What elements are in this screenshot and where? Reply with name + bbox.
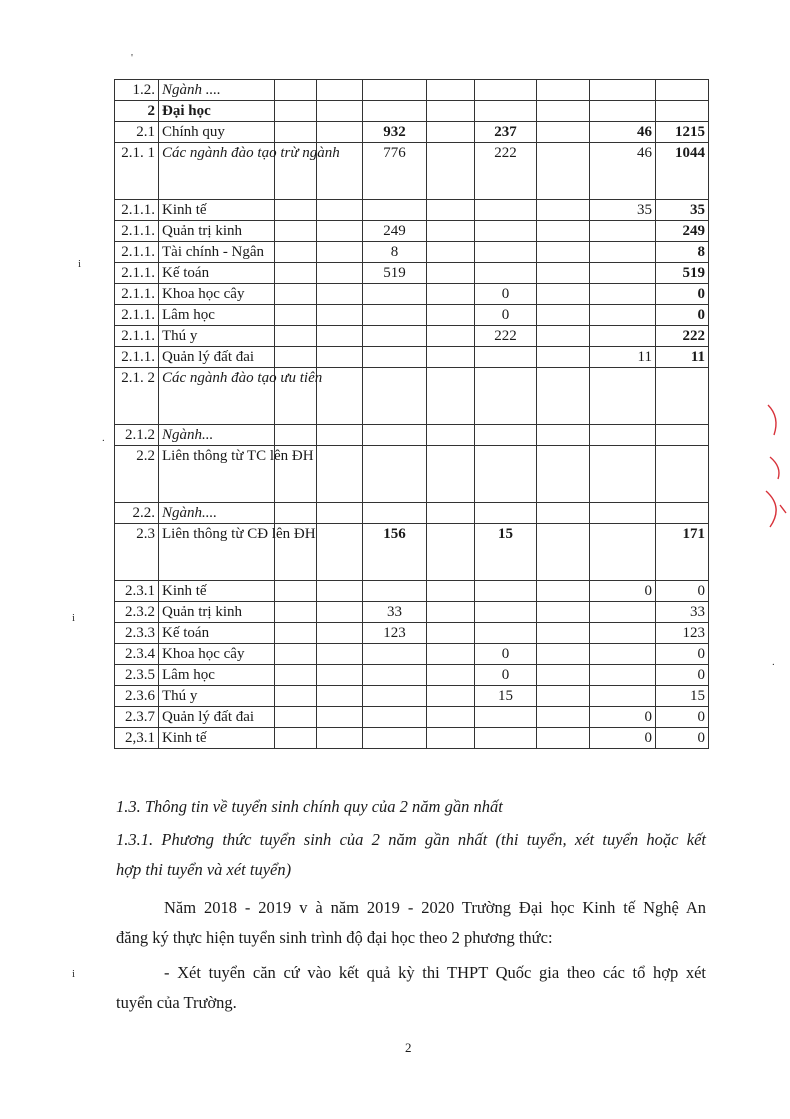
empty-cell	[427, 728, 475, 749]
empty-cell	[537, 221, 590, 242]
empty-cell	[275, 242, 317, 263]
empty-cell	[537, 326, 590, 347]
value-col-2	[475, 242, 537, 263]
row-total: 0	[656, 644, 709, 665]
row-label: Các ngành đào tạo ưu tiên	[159, 368, 275, 425]
value-col-3	[590, 368, 656, 425]
row-label: Quản trị kinh	[159, 221, 275, 242]
empty-cell	[537, 425, 590, 446]
value-col-3	[590, 644, 656, 665]
row-total: 519	[656, 263, 709, 284]
empty-cell	[537, 524, 590, 581]
value-col-3	[590, 524, 656, 581]
empty-cell	[427, 221, 475, 242]
empty-cell	[537, 368, 590, 425]
value-col-1	[363, 503, 427, 524]
row-code: 2.3.3	[115, 623, 159, 644]
paragraph-line-2: đăng ký thực hiện tuyển sinh trình độ đại học theo 2 phương thức:	[116, 928, 553, 947]
value-col-2	[475, 707, 537, 728]
value-col-1	[363, 425, 427, 446]
row-label: Ngành....	[159, 503, 275, 524]
value-col-3	[590, 263, 656, 284]
empty-cell	[275, 284, 317, 305]
value-col-1	[363, 368, 427, 425]
speck: i	[72, 968, 76, 980]
section-heading: 1.3. Thông tin về tuyển sinh chính quy của 2 năm gần nhất	[116, 797, 503, 816]
value-col-3: 35	[590, 200, 656, 221]
row-total: 11	[656, 347, 709, 368]
row-label: Khoa học cây	[159, 644, 275, 665]
table-row	[115, 326, 709, 347]
empty-cell	[537, 665, 590, 686]
table-row	[115, 347, 709, 368]
table-row	[115, 368, 709, 425]
value-col-3: 46	[590, 143, 656, 200]
row-total: 1215	[656, 122, 709, 143]
row-label: Kinh tế	[159, 581, 275, 602]
row-code: 2.1. 1	[115, 143, 159, 200]
empty-cell	[317, 581, 363, 602]
row-code: 2.1.1.	[115, 242, 159, 263]
row-code: 2.1.2	[115, 425, 159, 446]
table-row	[115, 425, 709, 446]
empty-cell	[427, 425, 475, 446]
value-col-1: 519	[363, 263, 427, 284]
value-col-1	[363, 326, 427, 347]
row-total	[656, 80, 709, 101]
empty-cell	[275, 221, 317, 242]
empty-cell	[427, 503, 475, 524]
row-code: 2.3.4	[115, 644, 159, 665]
row-total: 0	[656, 284, 709, 305]
value-col-3	[590, 602, 656, 623]
empty-cell	[275, 728, 317, 749]
speck: '	[131, 52, 133, 64]
row-label: Kế toán	[159, 263, 275, 284]
sub-heading-line-2: hợp thi tuyển và xét tuyển)	[116, 860, 292, 879]
empty-cell	[537, 602, 590, 623]
row-total: 249	[656, 221, 709, 242]
empty-cell	[317, 242, 363, 263]
empty-cell	[317, 686, 363, 707]
value-col-2: 0	[475, 665, 537, 686]
value-col-1: 932	[363, 122, 427, 143]
row-code: 2.1.1.	[115, 221, 159, 242]
empty-cell	[537, 143, 590, 200]
empty-cell	[275, 80, 317, 101]
empty-cell	[275, 425, 317, 446]
empty-cell	[427, 284, 475, 305]
row-code: 2.1.1.	[115, 200, 159, 221]
table-row	[115, 200, 709, 221]
row-label: Thú y	[159, 686, 275, 707]
empty-cell	[427, 707, 475, 728]
row-code: 2.3	[115, 524, 159, 581]
value-col-1: 249	[363, 221, 427, 242]
empty-cell	[317, 80, 363, 101]
value-col-2: 237	[475, 122, 537, 143]
table-row	[115, 644, 709, 665]
value-col-1: 8	[363, 242, 427, 263]
empty-cell	[537, 581, 590, 602]
row-label: Kế toán	[159, 623, 275, 644]
value-col-3: 0	[590, 581, 656, 602]
value-col-3	[590, 665, 656, 686]
row-code: 2	[115, 101, 159, 122]
value-col-1: 33	[363, 602, 427, 623]
value-col-1	[363, 200, 427, 221]
enrollment-table	[114, 79, 709, 749]
value-col-3	[590, 446, 656, 503]
row-label: Khoa học cây	[159, 284, 275, 305]
row-label: Ngành...	[159, 425, 275, 446]
value-col-1	[363, 707, 427, 728]
table-row	[115, 143, 709, 200]
empty-cell	[317, 665, 363, 686]
empty-cell	[275, 644, 317, 665]
value-col-1	[363, 446, 427, 503]
empty-cell	[317, 728, 363, 749]
empty-cell	[317, 446, 363, 503]
value-col-2: 0	[475, 305, 537, 326]
value-col-3	[590, 101, 656, 122]
value-col-1	[363, 101, 427, 122]
table-row	[115, 665, 709, 686]
value-col-3: 0	[590, 707, 656, 728]
red-stamp-fragment	[762, 395, 788, 535]
empty-cell	[537, 446, 590, 503]
empty-cell	[317, 707, 363, 728]
empty-cell	[317, 503, 363, 524]
empty-cell	[427, 686, 475, 707]
table-row	[115, 284, 709, 305]
row-label: Thú y	[159, 326, 275, 347]
row-label: Lâm học	[159, 665, 275, 686]
row-total: 222	[656, 326, 709, 347]
value-col-1	[363, 80, 427, 101]
empty-cell	[275, 503, 317, 524]
row-total: 1044	[656, 143, 709, 200]
empty-cell	[537, 101, 590, 122]
empty-cell	[317, 326, 363, 347]
row-code: 2.1.1.	[115, 305, 159, 326]
value-col-2	[475, 602, 537, 623]
speck: i	[78, 258, 82, 270]
row-label: Đại học	[159, 101, 275, 122]
empty-cell	[317, 221, 363, 242]
stamp-arc-mid	[770, 457, 779, 479]
value-col-2	[475, 263, 537, 284]
paragraph-line-1: Năm 2018 - 2019 v à năm 2019 - 2020 Trường Đại học Kinh tế Nghệ An	[164, 898, 706, 917]
value-col-1: 776	[363, 143, 427, 200]
empty-cell	[537, 623, 590, 644]
row-code: 2.2.	[115, 503, 159, 524]
empty-cell	[275, 623, 317, 644]
empty-cell	[317, 200, 363, 221]
value-col-3: 46	[590, 122, 656, 143]
empty-cell	[275, 581, 317, 602]
row-total: 123	[656, 623, 709, 644]
value-col-1: 156	[363, 524, 427, 581]
empty-cell	[537, 728, 590, 749]
value-col-1	[363, 728, 427, 749]
value-col-2	[475, 101, 537, 122]
table-row	[115, 728, 709, 749]
row-total: 171	[656, 524, 709, 581]
empty-cell	[427, 200, 475, 221]
empty-cell	[317, 284, 363, 305]
row-code: 2.1.1.	[115, 284, 159, 305]
row-label: Quản trị kinh	[159, 602, 275, 623]
empty-cell	[537, 305, 590, 326]
row-code: 2,3.1	[115, 728, 159, 749]
value-col-2: 0	[475, 644, 537, 665]
value-col-2	[475, 728, 537, 749]
empty-cell	[537, 503, 590, 524]
value-col-2: 15	[475, 686, 537, 707]
value-col-1	[363, 665, 427, 686]
empty-cell	[427, 665, 475, 686]
value-col-2	[475, 425, 537, 446]
row-total: 15	[656, 686, 709, 707]
empty-cell	[317, 644, 363, 665]
value-col-1	[363, 284, 427, 305]
row-code: 2.1.1.	[115, 326, 159, 347]
empty-cell	[275, 602, 317, 623]
value-col-1	[363, 581, 427, 602]
row-code: 1.2.	[115, 80, 159, 101]
empty-cell	[537, 644, 590, 665]
row-label: Liên thông từ CĐ lên ĐH	[159, 524, 275, 581]
value-col-3	[590, 503, 656, 524]
value-col-3	[590, 242, 656, 263]
page-number: 2	[405, 1040, 412, 1055]
row-total: 0	[656, 305, 709, 326]
row-label: Quản lý đất đai	[159, 707, 275, 728]
row-code: 2.1.1.	[115, 347, 159, 368]
empty-cell	[275, 122, 317, 143]
value-col-2	[475, 200, 537, 221]
value-col-1	[363, 347, 427, 368]
empty-cell	[275, 200, 317, 221]
table-row	[115, 503, 709, 524]
empty-cell	[275, 686, 317, 707]
value-col-3	[590, 425, 656, 446]
row-total	[656, 503, 709, 524]
row-code: 2.2	[115, 446, 159, 503]
empty-cell	[427, 122, 475, 143]
row-total: 0	[656, 581, 709, 602]
empty-cell	[427, 242, 475, 263]
empty-cell	[537, 263, 590, 284]
empty-cell	[317, 305, 363, 326]
empty-cell	[317, 263, 363, 284]
value-col-3	[590, 284, 656, 305]
empty-cell	[537, 80, 590, 101]
row-label: Lâm học	[159, 305, 275, 326]
value-col-2	[475, 80, 537, 101]
stamp-tick	[780, 505, 786, 513]
row-code: 2.3.7	[115, 707, 159, 728]
value-col-3	[590, 623, 656, 644]
table-row	[115, 242, 709, 263]
empty-cell	[427, 101, 475, 122]
empty-cell	[427, 143, 475, 200]
value-col-2: 15	[475, 524, 537, 581]
value-col-3	[590, 686, 656, 707]
empty-cell	[317, 425, 363, 446]
table-row	[115, 221, 709, 242]
row-label: Các ngành đào tạo trừ ngành	[159, 143, 275, 200]
value-col-1: 123	[363, 623, 427, 644]
value-col-3: 0	[590, 728, 656, 749]
table-row	[115, 263, 709, 284]
value-col-2	[475, 221, 537, 242]
row-code: 2.1	[115, 122, 159, 143]
empty-cell	[317, 101, 363, 122]
empty-cell	[537, 707, 590, 728]
value-col-2	[475, 446, 537, 503]
empty-cell	[427, 305, 475, 326]
empty-cell	[537, 200, 590, 221]
value-col-2	[475, 347, 537, 368]
value-col-1	[363, 644, 427, 665]
empty-cell	[275, 305, 317, 326]
table-row	[115, 602, 709, 623]
value-col-2	[475, 503, 537, 524]
empty-cell	[427, 263, 475, 284]
empty-cell	[427, 623, 475, 644]
empty-cell	[427, 326, 475, 347]
bullet-line-2: tuyển của Trường.	[116, 993, 237, 1012]
table-row	[115, 446, 709, 503]
empty-cell	[427, 347, 475, 368]
empty-cell	[537, 122, 590, 143]
empty-cell	[427, 80, 475, 101]
row-code: 2.3.1	[115, 581, 159, 602]
value-col-3	[590, 221, 656, 242]
row-code: 2.1.1.	[115, 263, 159, 284]
value-col-2: 222	[475, 143, 537, 200]
empty-cell	[537, 284, 590, 305]
value-col-3: 11	[590, 347, 656, 368]
row-label: Liên thông từ TC lên ĐH	[159, 446, 275, 503]
row-total	[656, 101, 709, 122]
empty-cell	[427, 446, 475, 503]
table-row	[115, 122, 709, 143]
row-total	[656, 446, 709, 503]
empty-cell	[427, 368, 475, 425]
empty-cell	[537, 686, 590, 707]
value-col-2: 0	[475, 284, 537, 305]
row-label: Kinh tế	[159, 200, 275, 221]
row-code: 2.1. 2	[115, 368, 159, 425]
empty-cell	[275, 263, 317, 284]
empty-cell	[427, 644, 475, 665]
value-col-3	[590, 326, 656, 347]
row-label: Tài chính - Ngân	[159, 242, 275, 263]
row-label: Quản lý đất đai	[159, 347, 275, 368]
sub-heading-line-1: 1.3.1. Phương thức tuyển sinh của 2 năm gần nhất (thi tuyển, xét tuyển hoặc kết	[116, 830, 706, 849]
row-total	[656, 368, 709, 425]
value-col-1	[363, 686, 427, 707]
empty-cell	[537, 347, 590, 368]
row-total: 0	[656, 728, 709, 749]
row-label: Chính quy	[159, 122, 275, 143]
empty-cell	[275, 707, 317, 728]
row-total: 35	[656, 200, 709, 221]
empty-cell	[317, 602, 363, 623]
empty-cell	[427, 524, 475, 581]
table-row	[115, 80, 709, 101]
value-col-2	[475, 368, 537, 425]
empty-cell	[275, 347, 317, 368]
value-col-3	[590, 80, 656, 101]
row-code: 2.3.5	[115, 665, 159, 686]
table-row	[115, 581, 709, 602]
row-total: 0	[656, 665, 709, 686]
table-row	[115, 707, 709, 728]
row-total: 33	[656, 602, 709, 623]
table-row	[115, 101, 709, 122]
row-total	[656, 425, 709, 446]
empty-cell	[275, 665, 317, 686]
empty-cell	[427, 602, 475, 623]
empty-cell	[317, 347, 363, 368]
table-row	[115, 524, 709, 581]
bullet-line-1: - Xét tuyển căn cứ vào kết quả kỳ thi THPT Quốc gia theo các tổ hợp xét	[164, 963, 706, 982]
speck: i	[72, 612, 76, 624]
empty-cell	[317, 623, 363, 644]
table-row	[115, 305, 709, 326]
row-label: Ngành ....	[159, 80, 275, 101]
empty-cell	[427, 581, 475, 602]
value-col-2	[475, 581, 537, 602]
row-label: Kinh tế	[159, 728, 275, 749]
table-row	[115, 686, 709, 707]
empty-cell	[317, 122, 363, 143]
table-body	[115, 80, 709, 749]
table-row	[115, 623, 709, 644]
empty-cell	[317, 524, 363, 581]
value-col-1	[363, 305, 427, 326]
row-code: 2.3.2	[115, 602, 159, 623]
empty-cell	[537, 242, 590, 263]
stamp-arc-top	[768, 405, 776, 435]
speck: .	[772, 656, 775, 668]
speck: .	[102, 432, 105, 444]
row-total: 0	[656, 707, 709, 728]
value-col-2: 222	[475, 326, 537, 347]
value-col-2	[475, 623, 537, 644]
row-code: 2.3.6	[115, 686, 159, 707]
empty-cell	[275, 326, 317, 347]
value-col-3	[590, 305, 656, 326]
empty-cell	[317, 368, 363, 425]
empty-cell	[275, 101, 317, 122]
row-total: 8	[656, 242, 709, 263]
stamp-arc-bottom	[766, 491, 776, 527]
